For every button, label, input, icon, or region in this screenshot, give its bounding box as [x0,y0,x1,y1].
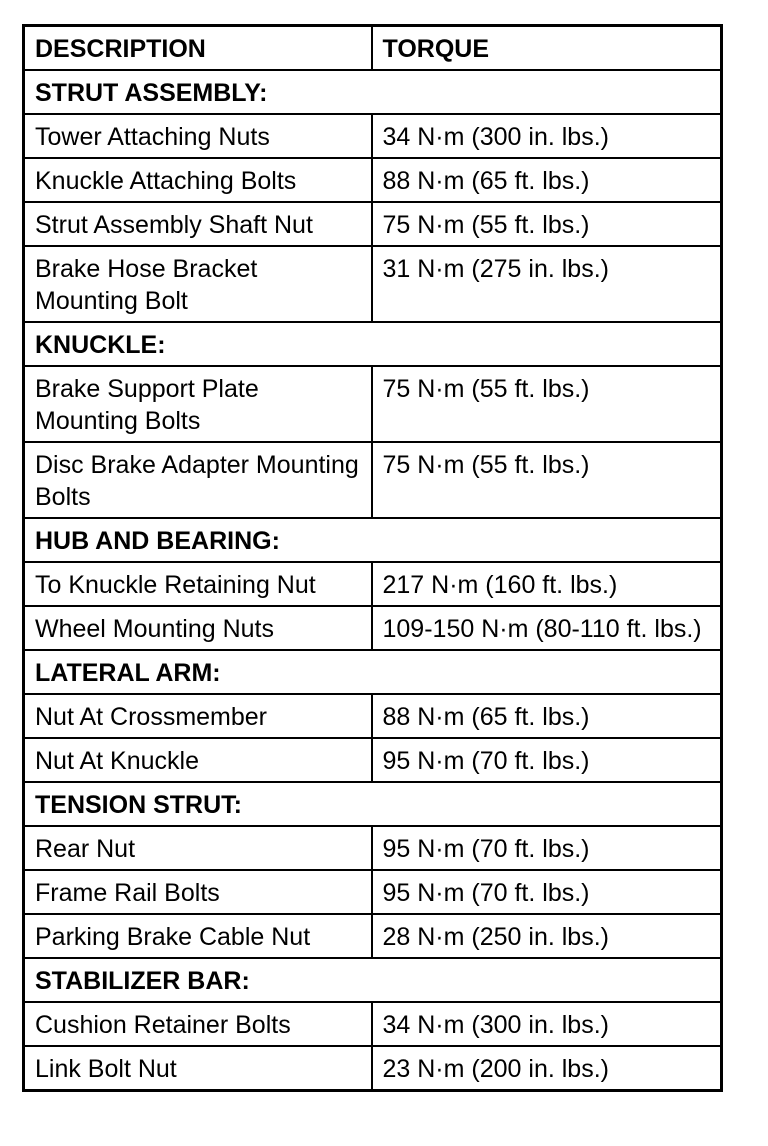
row-torque: 34 N·m (300 in. lbs.) [372,1002,722,1046]
section-title: STABILIZER BAR: [24,958,722,1002]
section-row [24,782,722,826]
row-torque: 75 N·m (55 ft. lbs.) [372,442,722,518]
section-title: TENSION STRUT: [24,782,722,826]
row-torque: 88 N·m (65 ft. lbs.) [372,158,722,202]
table-row [24,914,722,958]
row-torque: 28 N·m (250 in. lbs.) [372,914,722,958]
section-title: KNUCKLE: [24,322,722,366]
table-row [24,606,722,650]
row-torque: 31 N·m (275 in. lbs.) [372,246,722,322]
table-row [24,114,722,158]
row-description: Rear Nut [24,826,372,870]
row-torque: 109-150 N·m (80-110 ft. lbs.) [372,606,722,650]
section-row [24,518,722,562]
table-row [24,870,722,914]
row-description: Tower Attaching Nuts [24,114,372,158]
table-row [24,826,722,870]
row-description: Frame Rail Bolts [24,870,372,914]
table-row [24,738,722,782]
header-description: DESCRIPTION [24,26,372,71]
row-torque: 95 N·m (70 ft. lbs.) [372,870,722,914]
row-torque: 75 N·m (55 ft. lbs.) [372,366,722,442]
section-row [24,958,722,1002]
table-row [24,442,722,518]
table-row [24,694,722,738]
section-title: STRUT ASSEMBLY: [24,70,722,114]
row-description: Brake Hose Bracket Mounting Bolt [24,246,372,322]
table-row [24,158,722,202]
row-description: Nut At Knuckle [24,738,372,782]
row-torque: 95 N·m (70 ft. lbs.) [372,826,722,870]
row-torque: 88 N·m (65 ft. lbs.) [372,694,722,738]
table-row [24,562,722,606]
row-torque: 217 N·m (160 ft. lbs.) [372,562,722,606]
section-row [24,70,722,114]
section-row [24,322,722,366]
row-description: Brake Support Plate Mounting Bolts [24,366,372,442]
table-row [24,1046,722,1091]
row-torque: 34 N·m (300 in. lbs.) [372,114,722,158]
row-torque: 75 N·m (55 ft. lbs.) [372,202,722,246]
row-description: Strut Assembly Shaft Nut [24,202,372,246]
torque-spec-table [22,24,723,1092]
row-description: Nut At Crossmember [24,694,372,738]
row-description: Wheel Mounting Nuts [24,606,372,650]
section-title: LATERAL ARM: [24,650,722,694]
row-description: Cushion Retainer Bolts [24,1002,372,1046]
row-torque: 95 N·m (70 ft. lbs.) [372,738,722,782]
row-description: Parking Brake Cable Nut [24,914,372,958]
table-row [24,1002,722,1046]
table-row [24,366,722,442]
table-body [24,70,722,1091]
row-description: Link Bolt Nut [24,1046,372,1091]
row-description: To Knuckle Retaining Nut [24,562,372,606]
row-description: Disc Brake Adapter Mounting Bolts [24,442,372,518]
header-torque: TORQUE [372,26,722,71]
section-title: HUB AND BEARING: [24,518,722,562]
table-row [24,246,722,322]
row-torque: 23 N·m (200 in. lbs.) [372,1046,722,1091]
row-description: Knuckle Attaching Bolts [24,158,372,202]
section-row [24,650,722,694]
table-row [24,202,722,246]
table-header-row [24,26,722,71]
